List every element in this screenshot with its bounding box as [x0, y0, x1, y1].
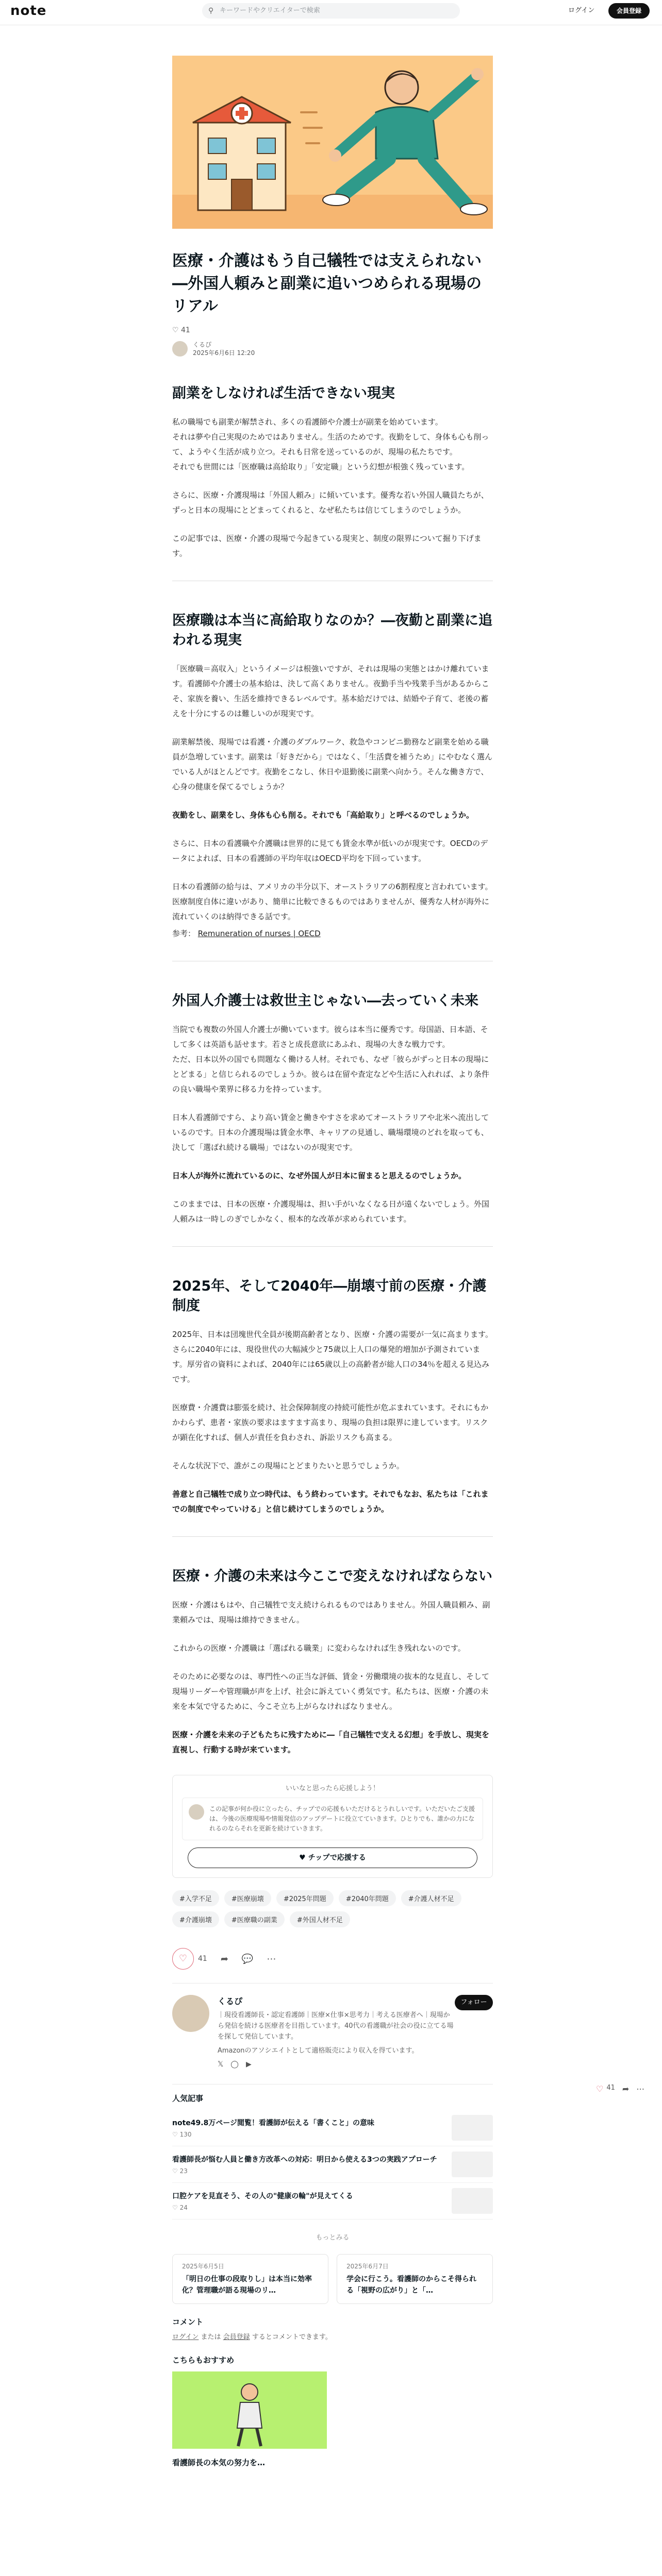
popular-item-title: note49.8万ページ閲覧！看護師が伝える「書くこと」の意味 — [172, 2119, 375, 2127]
comment-icon[interactable]: 💬 — [241, 1953, 254, 1964]
paragraph: さらに、医療・介護現場は「外国人頼み」に傾いています。優秀な若い外国人職員たちが、ずっと日本の現場にとどまってくれると、なぜ私たちは信じてしまうのでしょうか。 — [172, 490, 489, 515]
author-avatar[interactable] — [172, 341, 188, 357]
paragraph: そんな状況下で、誰がこの現場にとどまりたいと思うでしょうか。 — [172, 1461, 404, 1470]
section-heading: 2025年、そして2040年―崩壊寸前の医療・介護制度 — [172, 1278, 487, 1314]
hashtag[interactable]: #医療職の副業 — [224, 1911, 285, 1927]
popular-item-thumbnail — [452, 2115, 493, 2141]
article-main — [172, 250, 493, 2468]
prev-article-card[interactable] — [172, 2254, 328, 2304]
prev-article-title: 「明日の仕事の段取りし」は本当に効率化？管理職が語る現場のリ… — [182, 2275, 312, 2295]
heart-icon: ♡ — [172, 2131, 180, 2138]
tip-button[interactable] — [188, 1848, 477, 1868]
author-profile — [172, 1983, 493, 2069]
comment-signup-link[interactable]: 会員登録 — [223, 2333, 250, 2341]
sns-links — [218, 2060, 455, 2069]
like-button[interactable] — [172, 1948, 194, 1970]
search-icon: ⚲ — [208, 7, 214, 15]
paragraph: 当院でも複数の外国人介護士が働いています。彼らは本当に優秀です。母国語、日本語、そして多くは英語も話せます。若さと成長意欲にあふれ、現場の大きな戦力です。 — [172, 1025, 488, 1049]
hashtag[interactable]: #2040年問題 — [339, 1890, 396, 1906]
reference-line — [172, 926, 493, 941]
popular-item-likes: 130 — [179, 2131, 192, 2138]
paragraph: 2025年、日本は団塊世代全員が後期高齢者となり、医療・介護の需要が一気に高まります。さらに2040年には、現役世代の大幅減少と75歳以上人口の爆発的増加が予測されています。厚労省の資料によれば、2040年には65歳以上の高齢者が総人口の34％を超える見込みです。 — [172, 1330, 493, 1384]
section-heading: 外国人介護士は救世主じゃない―去っていく未来 — [172, 993, 478, 1009]
comment-section — [172, 2316, 493, 2341]
profile-amazon-note: Amazonのアソシエイトとして適格販売により収入を得ています。 — [218, 2047, 419, 2055]
next-article-date: 2025年6月7日 — [346, 2263, 389, 2270]
likes-count: 41 — [181, 326, 190, 334]
popular-item-likes: 23 — [179, 2167, 188, 2175]
tip-author-avatar — [189, 1804, 204, 1820]
popular-item[interactable] — [172, 2146, 493, 2183]
post-date: 2025年6月6日 12:20 — [193, 349, 255, 357]
likes-row[interactable] — [172, 326, 493, 334]
paragraph: 副業解禁後、現場では看護・介護のダブルワーク、救急やコンビニ勤務など副業を始める職員が急増しています。副業は「好きだから」ではなく、「生活費を補うため」にやむなく選んでいる人がほとんどです。夜勤をこなし、休日や退勤後に副業へ向かう。そんな働き方で、心身の健康を保てるでしょうか？ — [172, 737, 493, 791]
recommendations — [172, 2354, 493, 2468]
signup-button[interactable]: 会員登録 — [608, 3, 650, 19]
tip-box — [172, 1775, 493, 1878]
youtube-icon[interactable]: ▶ — [245, 2060, 259, 2069]
emphasis-paragraph: 日本人が海外に流れているのに、なぜ外国人が日本に留まると思えるのでしょうか。 — [172, 1171, 467, 1180]
section-1 — [172, 384, 493, 581]
top-bar — [0, 0, 662, 25]
profile-bio: ｜現役看護師長・認定看護師｜医療×仕事×思考力｜考える医療者へ｜現場から発信を続ける医療者を目指しています。40代の看護職が社会の役に立てる場を探して発信しています。 — [218, 2011, 454, 2041]
hashtag[interactable]: #入学不足 — [172, 1890, 219, 1906]
paragraph: 医療・介護はもはや、自己犠牲で支え続けられるものではありません。外国人職員頼み、副業頼みでは、現場は維持できません。 — [172, 1600, 490, 1624]
section-5 — [172, 1567, 493, 1757]
popular-item-thumbnail — [452, 2151, 493, 2177]
reference-label: 参考： — [172, 929, 196, 938]
emphasis-paragraph: 善意と自己犠牲で成り立つ時代は、もう終わっています。それでもなお、私たちは「これまでの制度でやっていける」と信じ続けてしまうのでしょうか。 — [172, 1489, 489, 1514]
section-heading: 医療・介護の未来は今ここで変えなければならない — [172, 1568, 492, 1584]
tip-message-card — [182, 1798, 483, 1840]
section-heading: 副業をしなければ生活できない現実 — [172, 385, 395, 401]
emphasis-paragraph: 医療・介護を未来の子どもたちに残すために―「自己犠牲で支える幻想」を手放し、現実を直視し、行動する時が来ています。 — [172, 1730, 490, 1754]
reco-title[interactable]: 看護師長の本気の努力を… — [172, 2458, 266, 2467]
tip-caption: いいなと思ったら応援しよう！ — [285, 1785, 379, 1792]
paragraph: 日本人看護師ですら、より高い賃金と働きやすさを求めてオーストラリアや北米へ流出しているのです。日本の介護現場は賃金水準、キャリアの見通し、職場環境のどれを取っても、決して「選ばれ続ける職場」ではないのが現実です。 — [172, 1113, 489, 1152]
comment-login-prompt — [172, 2331, 493, 2341]
paragraph: 「医療職＝高収入」というイメージは根強いですが、それは現場の実態とはかけ離れています。看護師や介護士の基本給は、決して高くありません。夜勤手当や残業手当があるからこそ、家族を養い、生活を維持できるレベルです。基本給だけでは、結婚や子育て、老後の蓄えを十分にするのは難しいのが現実です。 — [172, 664, 489, 718]
paragraph: さらに、日本の看護職や介護職は世界的に見ても賃金水準が低いのが現実です。OECDのデータによれば、日本の看護師の平均年収はOECD平均を下回っています。 — [172, 839, 488, 863]
section-4 — [172, 1277, 493, 1537]
float-more-icon[interactable]: ⋯ — [636, 2084, 645, 2094]
popular-articles — [172, 2084, 493, 2242]
reco-heading: こちらもおすすめ — [172, 2355, 235, 2365]
share-icon[interactable]: ➦ — [220, 1953, 228, 1964]
search-input[interactable] — [202, 3, 460, 19]
comment-login-link[interactable]: ログイン — [172, 2333, 199, 2341]
action-row — [172, 1948, 493, 1970]
popular-item-thumbnail — [452, 2188, 493, 2214]
profile-name[interactable]: くるぴ — [218, 1996, 243, 2006]
popular-item-likes: 24 — [179, 2204, 188, 2211]
hashtag[interactable]: #2025年問題 — [276, 1890, 334, 1906]
more-link[interactable]: もっとみる — [316, 2234, 350, 2242]
section-heading: 医療職は本当に高給取りなのか？―夜勤と副業に追われる現実 — [172, 613, 492, 648]
heart-icon: ♡ — [178, 1953, 188, 1964]
article-title: 医療・介護はもう自己犠牲では支えられない―外国人頼みと副業に追いつめられる現場のリアル — [172, 252, 482, 315]
instagram-icon[interactable]: ◯ — [230, 2060, 246, 2069]
login-link[interactable]: ログイン — [568, 7, 595, 14]
comment-heading: コメント — [172, 2317, 204, 2327]
popular-item-title: 口腔ケアを見直そう、その人の"健康の輪"が見えてくる — [172, 2192, 353, 2200]
paragraph: 日本の看護師の給与は、アメリカの半分以下、オーストラリアの6割程度と言われています。医療制度自体に違いがあり、簡単に比較できるものではありませんが、優秀な人材が海外に流れていくのは納得できる話です。 — [172, 882, 493, 921]
tip-message: この記事が何か役に立ったら、チップでの応援もいただけるとうれしいです。いただいたご支援は、今後の医療現場や情報発信のアップデートに役立てていきます。ひとりでも、誰かの力になれるのならそれを更新を続けていきます。 — [209, 1805, 475, 1832]
paragraph: 私の職場でも副業が解禁され、多くの看護師や介護士が副業を始めています。 — [172, 417, 443, 427]
more-icon[interactable]: ⋯ — [267, 1953, 276, 1964]
prev-article-date: 2025年6月5日 — [182, 2263, 224, 2270]
hashtag[interactable]: #介護崩壊 — [172, 1911, 219, 1927]
hashtag[interactable]: #介護人材不足 — [401, 1890, 461, 1906]
hashtag[interactable]: #医療崩壊 — [224, 1890, 271, 1906]
reco-thumbnail[interactable] — [172, 2371, 327, 2449]
next-article-title: 学会に行こう。看護師のからこそ得られる「視野の広がり」と「… — [346, 2275, 476, 2295]
oecd-reference-link[interactable]: Remuneration of nurses | OECD — [197, 929, 321, 938]
paragraph: ただ、日本以外の国でも問題なく働ける人材。それでも、なぜ「彼らがずっと日本の現場にとどまる」と信じられるのでしょうか。彼らは在留や査定などや生活に入れれば、より条件の良い職場や業界に移る力を持っています。 — [172, 1055, 490, 1094]
heart-icon: ♡ — [172, 326, 179, 334]
x-icon[interactable]: 𝕏 — [218, 2060, 231, 2069]
paragraph: この記事では、医療・介護の現場で今起きている現実と、制度の限界について掘り下げます。 — [172, 534, 482, 558]
emphasis-paragraph: 夜勤をし、副業をし、身体も心も削る。それでも「高給取り」と呼べるのでしょうか。 — [172, 810, 474, 820]
section-divider — [172, 1536, 493, 1537]
tip-icon: ♥ — [299, 1854, 308, 1862]
popular-item-title: 看護師長が悩む人員と働き方改革への対応：明日から使える3つの実践アプローチ — [172, 2156, 437, 2164]
section-2 — [172, 611, 493, 961]
paragraph: それでも世間には「医療職は高給取り」「安定職」という幻想が根強く残っています。 — [172, 462, 470, 471]
paragraph: このままでは、日本の医療・介護現場は、担い手がいなくなる日が遠くないでしょう。外国人頼みは一時しのぎでしかなく、根本的な改革が求められています。 — [172, 1199, 490, 1224]
search-placeholder: キーワードやクリエイターで検索 — [220, 7, 320, 14]
float-like-count: 41 — [606, 2084, 615, 2092]
author-row — [172, 341, 493, 357]
popular-heading: 人気記事 — [172, 2094, 204, 2103]
float-share-icon[interactable]: ➦ — [622, 2084, 630, 2094]
heart-icon: ♡ — [172, 2204, 180, 2211]
hero-illustration — [172, 56, 493, 229]
paragraph: これからの医療・介護職は「選ばれる職業」に変わらなければ生き残れないのです。 — [172, 1643, 466, 1653]
popular-item[interactable] — [172, 2183, 493, 2219]
author-name[interactable]: くるぴ — [193, 341, 212, 348]
heart-icon: ♡ — [172, 2167, 180, 2175]
follow-button[interactable]: フォロー — [455, 1995, 493, 2010]
note-logo[interactable]: note — [10, 3, 47, 19]
float-heart-icon[interactable]: ♡ — [596, 2084, 604, 2094]
hashtag-list — [172, 1890, 493, 1927]
paragraph: そのために必要なのは、専門性への正当な評価、賃金・労働環境の抜本的な見直し、そして現場リーダーや管理職が声を上げ、社会に訴えていく勇気です。私たちは、医療・介護の未来を本気で守るために、今こそ立ち上がらなければなりません。 — [172, 1672, 490, 1711]
article-navigation — [172, 2254, 493, 2304]
paragraph: それは夢や自己実現のためではありません。生活のためです。夜勤をして、身体も心も削って、ようやく生活が成り立つ。それも日常を送っているのが、現場の私たちです。 — [172, 432, 489, 456]
profile-avatar[interactable] — [172, 1995, 209, 2032]
paragraph: 医療費・介護費は膨張を続け、社会保障制度の持続可能性が危ぶまれています。それにもかかわらず、患者・家族の要求はますます高まり、現場の負担は限界に達しています。リスクが顕在化すれば、個人が責任を負わされ、訴訟リスクも高まる。 — [172, 1403, 489, 1442]
popular-item[interactable] — [172, 2110, 493, 2146]
floating-action-bar — [596, 2084, 644, 2094]
section-divider — [172, 1246, 493, 1247]
section-3 — [172, 991, 493, 1247]
tip-button-label: チップで応援する — [308, 1854, 366, 1862]
next-article-card[interactable] — [337, 2254, 493, 2304]
comment-suffix: するとコメントできます。 — [252, 2333, 332, 2341]
comment-or: または — [201, 2333, 221, 2341]
like-count: 41 — [198, 1955, 207, 1963]
hashtag[interactable]: #外国人材不足 — [290, 1911, 350, 1927]
